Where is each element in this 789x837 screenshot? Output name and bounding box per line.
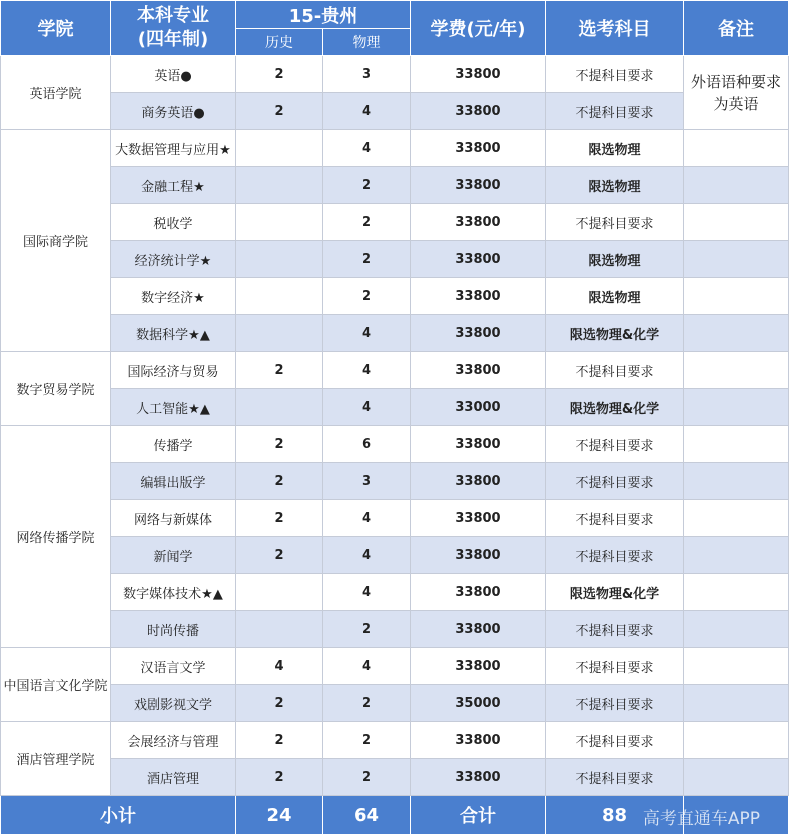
tuition-value: 33800 xyxy=(411,574,546,611)
note-empty xyxy=(684,648,789,685)
major-name: 人工智能★▲ xyxy=(111,389,236,426)
tuition-value: 33800 xyxy=(411,56,546,93)
header-subjects: 选考科目 xyxy=(546,1,684,56)
major-name: 酒店管理 xyxy=(111,759,236,796)
header-major-line1: 本科专业 xyxy=(137,5,209,26)
table-row xyxy=(1,500,789,537)
table-header xyxy=(1,1,789,56)
history-count xyxy=(236,278,323,315)
note-empty xyxy=(684,315,789,352)
history-total: 24 xyxy=(236,796,323,835)
table-row xyxy=(1,648,789,685)
history-count xyxy=(236,611,323,648)
history-count xyxy=(236,130,323,167)
note-empty xyxy=(684,352,789,389)
physics-count: 2 xyxy=(323,685,411,722)
note-empty xyxy=(684,611,789,648)
tuition-value: 33800 xyxy=(411,463,546,500)
note-empty xyxy=(684,426,789,463)
college-name: 酒店管理学院 xyxy=(1,722,111,796)
history-count: 4 xyxy=(236,648,323,685)
history-count xyxy=(236,315,323,352)
physics-count: 4 xyxy=(323,352,411,389)
physics-count: 3 xyxy=(323,56,411,93)
college-name: 数字贸易学院 xyxy=(1,352,111,426)
table-row xyxy=(1,574,789,611)
subject-requirement: 不提科目要求 xyxy=(546,352,684,389)
physics-count: 2 xyxy=(323,278,411,315)
table-row xyxy=(1,463,789,500)
physics-count: 4 xyxy=(323,315,411,352)
note-empty xyxy=(684,574,789,611)
subject-requirement: 不提科目要求 xyxy=(546,56,684,93)
header-province: 15-贵州 xyxy=(236,1,411,29)
header-major xyxy=(111,1,236,56)
table-row xyxy=(1,167,789,204)
major-name: 金融工程★ xyxy=(111,167,236,204)
tuition-value: 33800 xyxy=(411,204,546,241)
subject-requirement: 不提科目要求 xyxy=(546,648,684,685)
table-row xyxy=(1,56,789,93)
major-name: 数字媒体技术★▲ xyxy=(111,574,236,611)
major-name: 编辑出版学 xyxy=(111,463,236,500)
physics-count: 4 xyxy=(323,648,411,685)
table-body xyxy=(1,56,789,796)
major-name: 国际经济与贸易 xyxy=(111,352,236,389)
tuition-value: 33800 xyxy=(411,315,546,352)
grand-total: 88 xyxy=(546,796,684,835)
tuition-value: 33800 xyxy=(411,648,546,685)
note-empty xyxy=(684,759,789,796)
history-count xyxy=(236,167,323,204)
header-major-line2: (四年制) xyxy=(137,29,209,50)
table-row xyxy=(1,389,789,426)
note-empty xyxy=(684,204,789,241)
history-count xyxy=(236,204,323,241)
subject-requirement: 限选物理 xyxy=(546,241,684,278)
major-name: 英语● xyxy=(111,56,236,93)
college-name: 国际商学院 xyxy=(1,130,111,352)
tuition-value: 33800 xyxy=(411,93,546,130)
physics-count: 2 xyxy=(323,611,411,648)
major-name: 传播学 xyxy=(111,426,236,463)
tuition-value: 35000 xyxy=(411,685,546,722)
history-count: 2 xyxy=(236,537,323,574)
tuition-value: 33800 xyxy=(411,130,546,167)
major-name: 税收学 xyxy=(111,204,236,241)
subject-requirement: 不提科目要求 xyxy=(546,537,684,574)
subject-requirement: 限选物理&化学 xyxy=(546,574,684,611)
header-tuition: 学费(元/年) xyxy=(411,1,546,56)
note-empty xyxy=(684,389,789,426)
watermark: 高考直通车APP xyxy=(642,809,760,829)
subject-requirement: 不提科目要求 xyxy=(546,685,684,722)
physics-count: 4 xyxy=(323,500,411,537)
major-name: 戏剧影视文学 xyxy=(111,685,236,722)
table-row xyxy=(1,130,789,167)
history-count xyxy=(236,241,323,278)
history-count: 2 xyxy=(236,500,323,537)
subject-requirement: 不提科目要求 xyxy=(546,500,684,537)
note-empty xyxy=(684,130,789,167)
tuition-value: 33800 xyxy=(411,759,546,796)
history-count: 2 xyxy=(236,685,323,722)
subject-requirement: 限选物理 xyxy=(546,278,684,315)
note-empty xyxy=(684,278,789,315)
history-count: 2 xyxy=(236,56,323,93)
table-row xyxy=(1,278,789,315)
history-count: 2 xyxy=(236,93,323,130)
tuition-value: 33800 xyxy=(411,278,546,315)
history-count: 2 xyxy=(236,352,323,389)
major-name: 网络与新媒体 xyxy=(111,500,236,537)
major-name: 会展经济与管理 xyxy=(111,722,236,759)
tuition-value: 33800 xyxy=(411,722,546,759)
note-empty xyxy=(684,241,789,278)
subject-requirement: 限选物理 xyxy=(546,130,684,167)
history-count: 2 xyxy=(236,463,323,500)
table-row xyxy=(1,241,789,278)
subject-requirement: 不提科目要求 xyxy=(546,722,684,759)
table-row xyxy=(1,611,789,648)
tuition-value: 33800 xyxy=(411,352,546,389)
tuition-value: 33800 xyxy=(411,611,546,648)
physics-count: 2 xyxy=(323,167,411,204)
subject-requirement: 不提科目要求 xyxy=(546,204,684,241)
history-count xyxy=(236,389,323,426)
tuition-value: 33800 xyxy=(411,167,546,204)
table-row xyxy=(1,759,789,796)
table-row xyxy=(1,426,789,463)
subject-requirement: 不提科目要求 xyxy=(546,426,684,463)
tuition-value: 33800 xyxy=(411,241,546,278)
table-row xyxy=(1,352,789,389)
history-count: 2 xyxy=(236,759,323,796)
table-row xyxy=(1,537,789,574)
header-college: 学院 xyxy=(1,1,111,56)
header-physics: 物理 xyxy=(323,29,411,56)
footer-note-cell xyxy=(642,796,789,835)
note-empty xyxy=(684,537,789,574)
header-note: 备注 xyxy=(684,1,789,56)
history-count: 2 xyxy=(236,426,323,463)
table-row xyxy=(1,93,789,130)
major-name: 数据科学★▲ xyxy=(111,315,236,352)
major-name: 新闻学 xyxy=(111,537,236,574)
physics-count: 2 xyxy=(323,204,411,241)
total-label: 合计 xyxy=(411,796,546,835)
physics-total: 64 xyxy=(323,796,411,835)
history-count xyxy=(236,574,323,611)
table-row xyxy=(1,685,789,722)
major-name: 时尚传播 xyxy=(111,611,236,648)
major-name: 汉语言文学 xyxy=(111,648,236,685)
tuition-value: 33800 xyxy=(411,500,546,537)
table-row xyxy=(1,315,789,352)
subject-requirement: 不提科目要求 xyxy=(546,463,684,500)
tuition-value: 33000 xyxy=(411,389,546,426)
note-text: 外语语种要求为英语 xyxy=(684,56,789,130)
physics-count: 4 xyxy=(323,537,411,574)
physics-count: 2 xyxy=(323,722,411,759)
major-name: 数字经济★ xyxy=(111,278,236,315)
note-empty xyxy=(684,685,789,722)
physics-count: 2 xyxy=(323,241,411,278)
physics-count: 4 xyxy=(323,389,411,426)
major-name: 大数据管理与应用★ xyxy=(111,130,236,167)
subject-requirement: 不提科目要求 xyxy=(546,759,684,796)
major-name: 商务英语● xyxy=(111,93,236,130)
note-empty xyxy=(684,722,789,759)
tuition-value: 33800 xyxy=(411,426,546,463)
subject-requirement: 限选物理&化学 xyxy=(546,315,684,352)
physics-count: 4 xyxy=(323,574,411,611)
subtotal-label: 小计 xyxy=(1,796,236,835)
tuition-value: 33800 xyxy=(411,537,546,574)
physics-count: 6 xyxy=(323,426,411,463)
table-row xyxy=(1,722,789,759)
note-empty xyxy=(684,167,789,204)
header-history: 历史 xyxy=(236,29,323,56)
college-name: 网络传播学院 xyxy=(1,426,111,648)
subject-requirement: 不提科目要求 xyxy=(546,611,684,648)
subject-requirement: 不提科目要求 xyxy=(546,93,684,130)
note-empty xyxy=(684,463,789,500)
history-count: 2 xyxy=(236,722,323,759)
subject-requirement: 限选物理 xyxy=(546,167,684,204)
physics-count: 2 xyxy=(323,759,411,796)
physics-count: 3 xyxy=(323,463,411,500)
physics-count: 4 xyxy=(323,93,411,130)
note-empty xyxy=(684,500,789,537)
college-name: 英语学院 xyxy=(1,56,111,130)
major-name: 经济统计学★ xyxy=(111,241,236,278)
table-footer xyxy=(1,796,789,835)
physics-count: 4 xyxy=(323,130,411,167)
subject-requirement: 限选物理&化学 xyxy=(546,389,684,426)
college-name: 中国语言文化学院 xyxy=(1,648,111,722)
table-row xyxy=(1,204,789,241)
